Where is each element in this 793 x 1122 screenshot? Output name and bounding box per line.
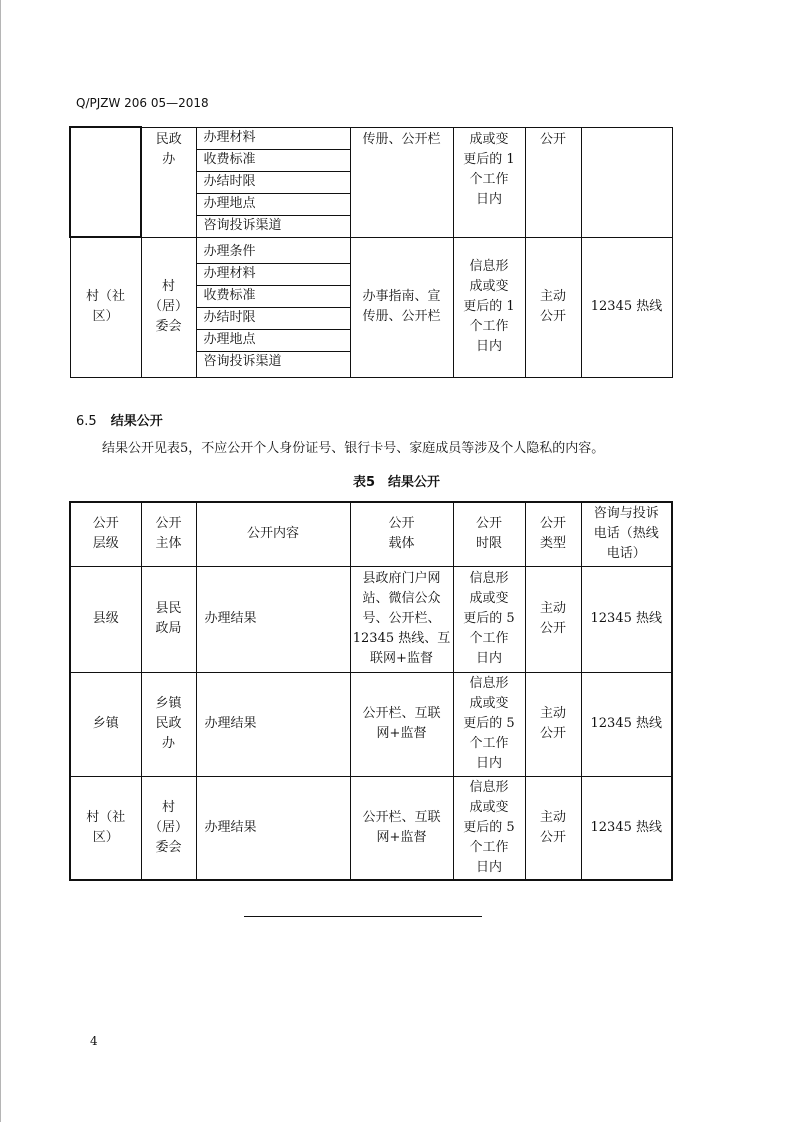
page-edge-line [0,0,1,1122]
table5-title: 表5 结果公开 [352,475,441,490]
table4-continued [69,126,673,378]
body-cell: 村 （居） 委会 [141,776,196,880]
type-cell: 主动 公开 [525,776,581,880]
body-cell: 县民 政局 [141,566,196,672]
type-cell: 主动 公开 [525,237,581,377]
section-heading [76,410,163,429]
carrier-cell: 办事指南、宣 传册、公开栏 [350,237,453,377]
items-list [197,128,350,237]
list-item: 收费标准 [197,149,350,171]
list-item: 办理材料 [197,128,350,150]
table-row [70,672,672,776]
header-type: 公开 类型 [525,502,581,566]
phone-cell: 12345 热线 [581,566,672,672]
level-cell: 村（社 区） [70,237,141,377]
level-cell: 村（社 区） [70,776,141,880]
table-row [70,776,672,880]
carrier-cell: 公开栏、互联 网+监督 [350,672,453,776]
content-cell: 办理结果 [196,672,350,776]
time-limit-cell: 信息形 成或变 更后的 5 个工作 日内 [453,566,525,672]
section-paragraph: 结果公开见表5，不应公开个人身份证号、银行卡号、家庭成员等涉及个人隐私的内容。 [102,441,605,456]
type-cell: 主动 公开 [525,672,581,776]
end-of-standard-line [244,916,482,917]
header-carrier: 公开 载体 [350,502,453,566]
table-row [70,127,672,237]
list-item: 办结时限 [197,307,350,329]
list-item: 咨询投诉渠道 [203,218,282,233]
header-time-limit: 公开 时限 [453,502,525,566]
list-item: 收费标准 [197,285,350,307]
list-item: 咨询投诉渠道 [203,354,282,369]
time-limit-cell: 信息形 成或变 更后的 1 个工作 日内 [453,237,525,377]
list-item: 办理地点 [197,329,350,351]
items-cell [196,127,350,237]
table-row [70,566,672,672]
section-title: 结果公开 [110,414,163,429]
level-cell [70,127,141,237]
content-cell: 办理结果 [196,776,350,880]
type-cell: 公开 [525,127,581,237]
body-cell: 村 （居） 委会 [141,237,196,377]
table-row [70,237,672,377]
items-cell [196,237,350,377]
items-list [197,242,350,373]
page-number: 4 [90,1034,98,1048]
time-limit-cell: 信息形 成或变 更后的 5 个工作 日内 [453,672,525,776]
list-item: 办理地点 [197,193,350,215]
body-cell: 民政 办 [141,127,196,237]
time-limit-cell: 信息形 成或变 更后的 5 个工作 日内 [453,776,525,880]
list-item: 办理条件 [197,242,350,264]
phone-cell [581,127,672,237]
header-content: 公开内容 [196,502,350,566]
level-cell: 乡镇 [70,672,141,776]
standard-code-header: Q/PJZW 206 05—2018 [76,96,209,110]
carrier-cell: 传册、公开栏 [350,127,453,237]
body-cell: 乡镇 民政 办 [141,672,196,776]
time-limit-cell: 成或变 更后的 1 个工作 日内 [453,127,525,237]
carrier-cell: 县政府门户网 站、微信公众 号、公开栏、 12345 热线、互 联网+监督 [350,566,453,672]
phone-cell: 12345 热线 [581,672,672,776]
header-phone: 咨询与投诉 电话（热线 电话） [581,502,672,566]
list-item: 办理材料 [197,263,350,285]
section-number: 6.5 [76,414,97,429]
header-level: 公开 层级 [70,502,141,566]
table-header-row [70,502,672,566]
carrier-cell: 公开栏、互联 网+监督 [350,776,453,880]
content-cell: 办理结果 [196,566,350,672]
header-body: 公开 主体 [141,502,196,566]
phone-cell: 12345 热线 [581,776,672,880]
table5-results [69,501,673,881]
phone-cell: 12345 热线 [581,237,672,377]
type-cell: 主动 公开 [525,566,581,672]
list-item: 办结时限 [197,171,350,193]
level-cell: 县级 [70,566,141,672]
